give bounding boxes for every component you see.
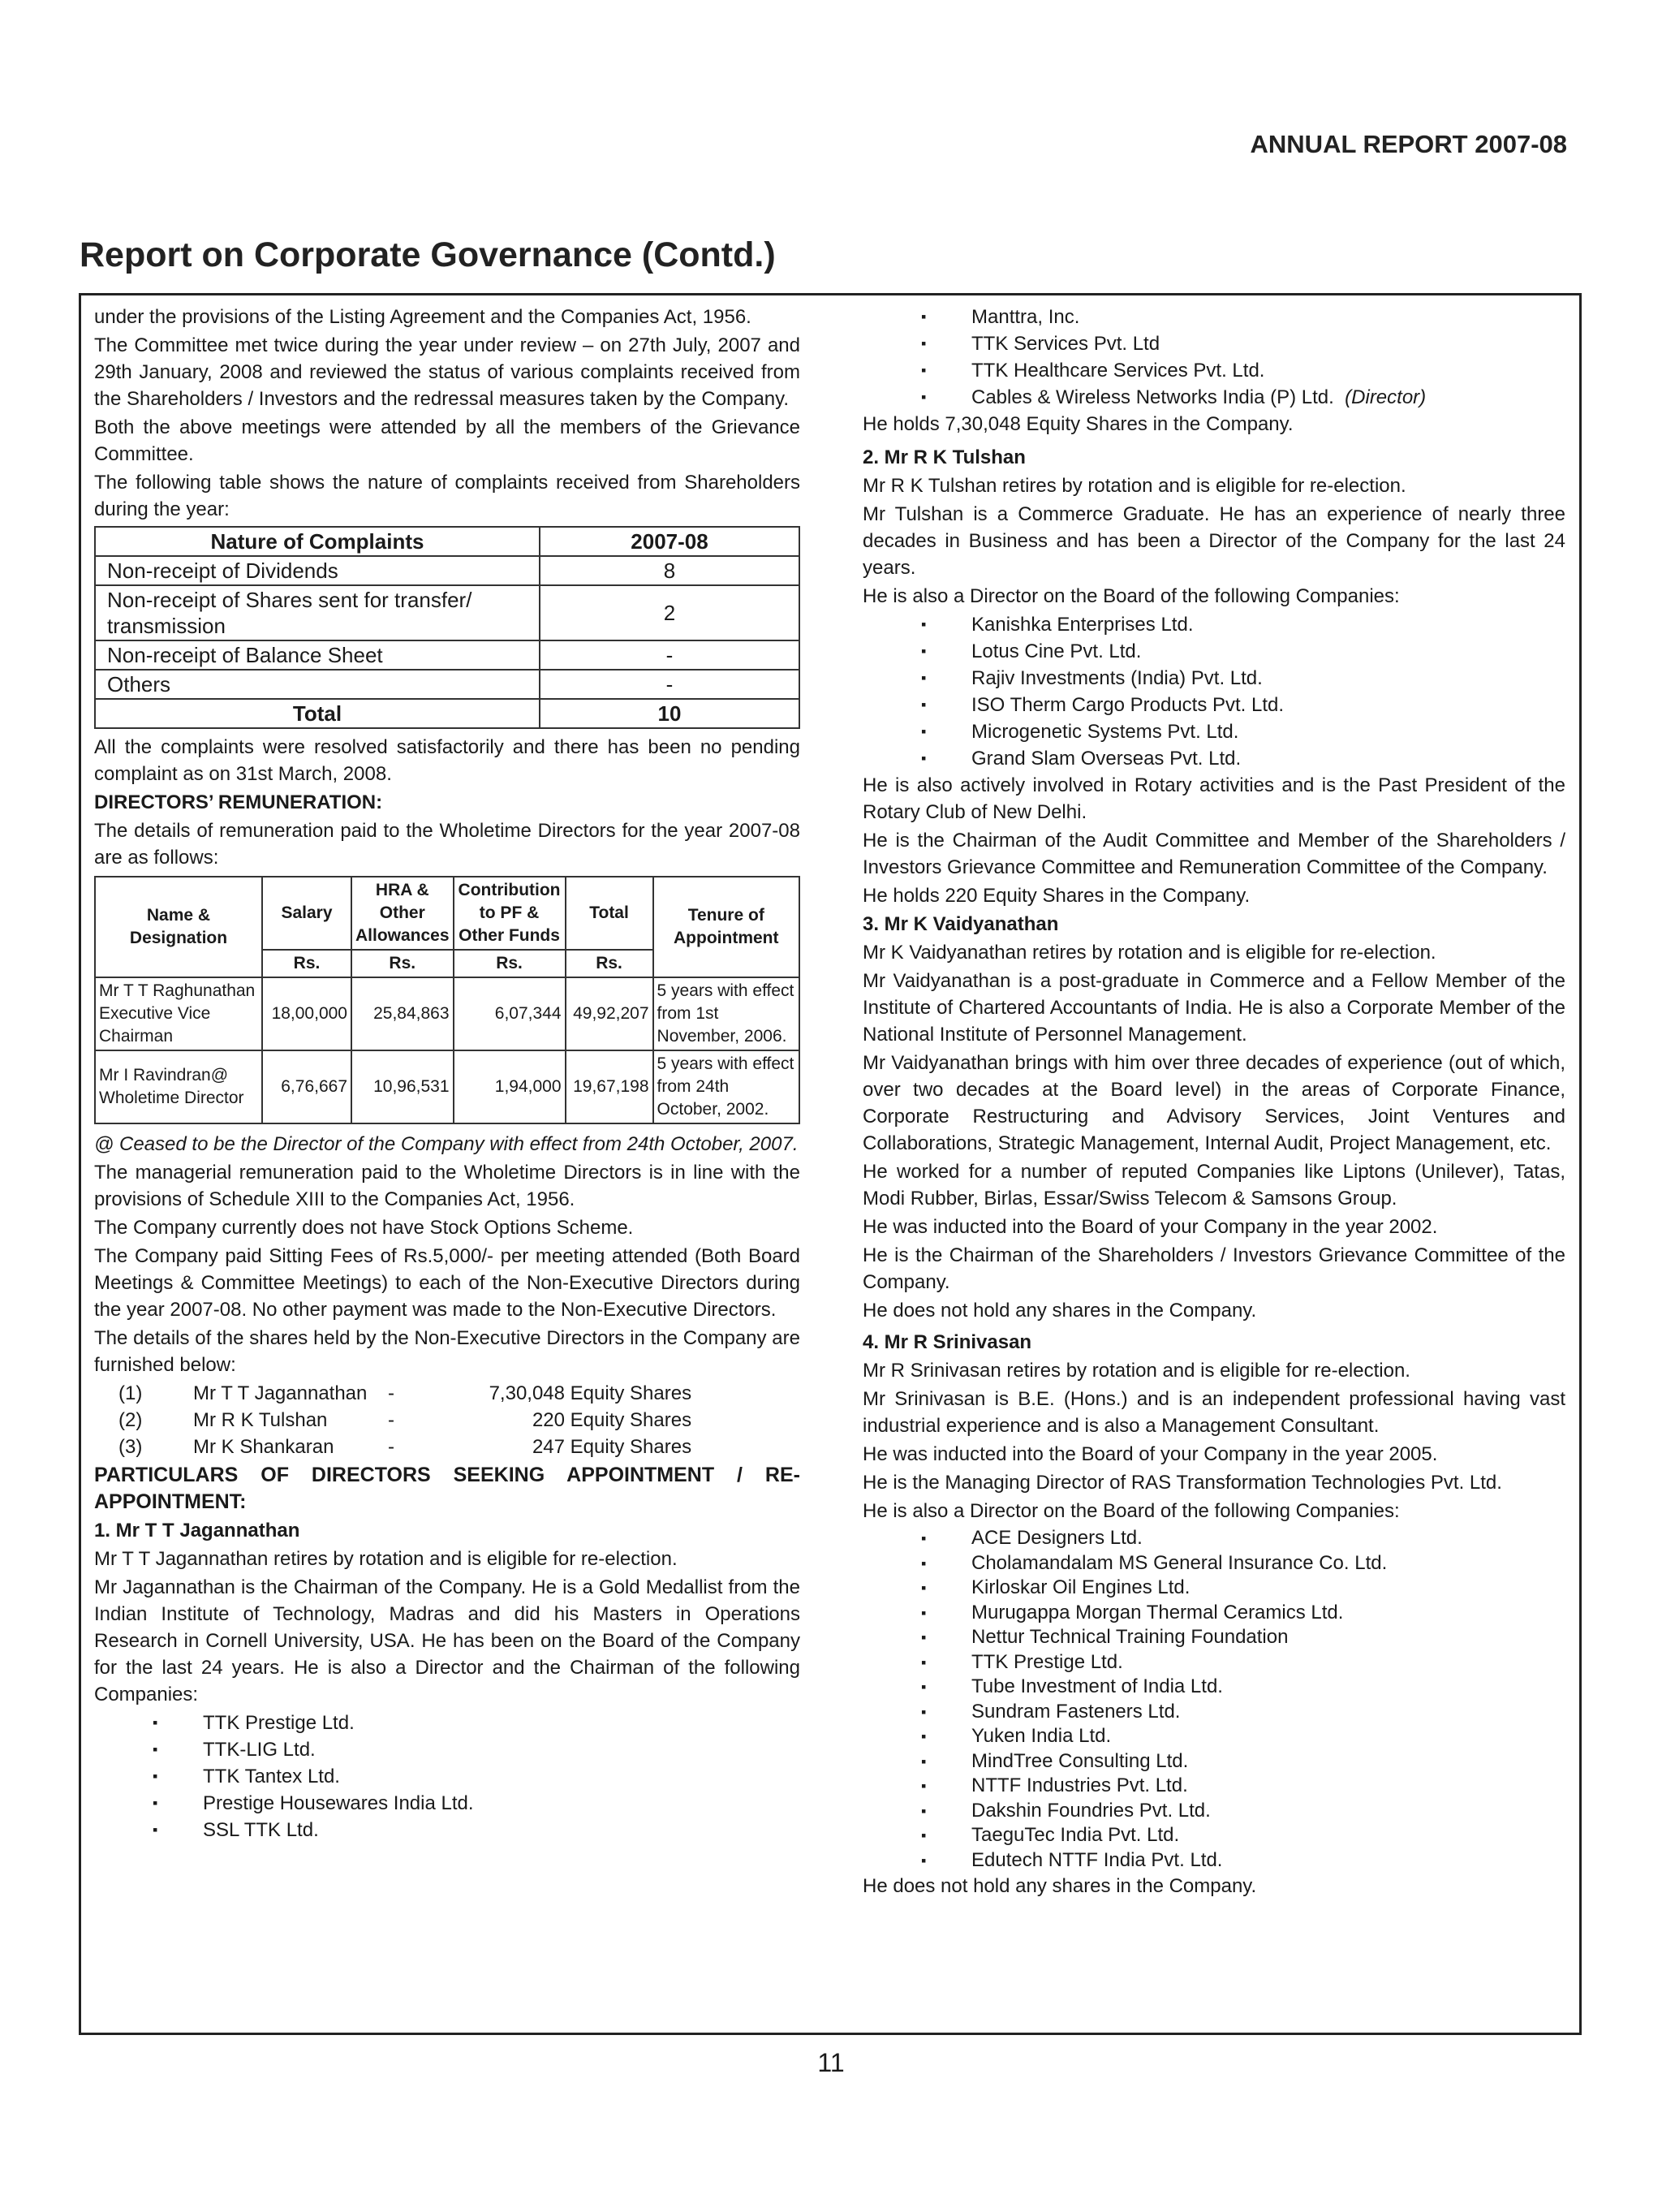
list-item: ▪ Nettur Technical Training Foundation [863,1625,1565,1650]
dash: - [388,1409,394,1431]
report-header: ANNUAL REPORT 2007-08 [1250,130,1567,158]
paragraph: The following table shows the nature of complaints received from Shareholders during the year: [94,472,800,520]
table-row [95,670,799,699]
paragraph: He is also a Director on the Board of the following Companies: [863,585,1400,607]
table-cell: 6,07,344 [454,977,566,1050]
paragraph: He is the Chairman of the Shareholders / Investors Grievance Committee of the Company. [863,1244,1565,1293]
list-item: ▪ MindTree Consulting Ltd. [863,1749,1565,1774]
share-count: 247 [532,1436,565,1458]
paragraph: He was inducted into the Board of your Company in the year 2005. [863,1443,1438,1465]
item-number: (3) [118,1436,143,1458]
table-row [95,1050,799,1123]
paragraph: The Committee met twice during the year under review – on 27th July, 2007 and 29th January, 2008 and reviewed the status of various complaints received from the Shareholders / Investors and the redressal measures taken by the Company. [94,334,800,410]
paragraph: He is the Chairman of the Audit Committee and Member of the Shareholders / Investors Grievance Committee and Remuneration Committee of the Company. [863,830,1565,878]
list-item: ▪ Microgenetic Systems Pvt. Ltd. [863,718,1565,745]
table-row [95,640,799,670]
footnote: @ Ceased to be the Director of the Company with effect from 24th October, 2007. [94,1133,799,1155]
paragraph: Mr T T Jagannathan retires by rotation and is eligible for re-election. [94,1548,678,1570]
table-cell: Mr I Ravindran@ Wholetime Director [95,1050,262,1123]
item-number: (1) [118,1382,143,1404]
table-cell: Non-receipt of Dividends [95,556,540,585]
list-item: ▪ Kanishka Enterprises Ltd. [863,611,1565,638]
table-cell: 1,94,000 [454,1050,566,1123]
table-cell: 6,76,667 [262,1050,351,1123]
table-cell: 2 [540,585,799,640]
table-row [95,556,799,585]
paragraph: Mr R Srinivasan retires by rotation and is eligible for re-election. [863,1360,1410,1382]
paragraph: He does not hold any shares in the Company. [863,1300,1257,1322]
paragraph: Both the above meetings were attended by all the members of the Grievance Committee. [94,416,800,465]
list-item: ▪ Grand Slam Overseas Pvt. Ltd. [863,745,1565,772]
list-item: ▪ ACE Designers Ltd. [863,1526,1565,1551]
list-item: ▪ Prestige Housewares India Ltd. [94,1790,800,1817]
director-name: Mr T T Jagannathan [193,1382,368,1404]
section-heading: PARTICULARS OF DIRECTORS SEEKING APPOINTMENT / RE-APPOINTMENT: [94,1464,800,1513]
table-cell: - [540,640,799,670]
right-column [863,304,1565,1901]
director-heading: 4. Mr R Srinivasan [863,1331,1032,1353]
director-heading: 2. Mr R K Tulshan [863,446,1026,468]
company-name: Cables & Wireless Networks India (P) Ltd. [971,386,1334,408]
list-item [118,1407,800,1434]
list-item [118,1434,800,1460]
table-cell: 18,00,000 [262,977,351,1050]
list-item: ▪ Tube Investment of India Ltd. [863,1675,1565,1700]
list-item: ▪ Edutech NTTF India Pvt. Ltd. [863,1848,1565,1874]
paragraph: He is the Managing Director of RAS Transformation Technologies Pvt. Ltd. [863,1472,1502,1494]
list-item: ▪ TTK Prestige Ltd. [94,1710,800,1736]
list-item [863,384,1565,411]
director-heading: 3. Mr K Vaidyanathan [863,913,1059,935]
unit-header: Rs. [262,950,351,977]
director-name: Mr R K Tulshan [193,1409,328,1431]
table-row [95,977,799,1050]
list-item: ▪ Yuken India Ltd. [863,1724,1565,1749]
total-label: Total [95,699,540,728]
list-item: ▪ ISO Therm Cargo Products Pvt. Ltd. [863,692,1565,718]
list-item: ▪ Manttra, Inc. [863,304,1565,330]
total-value: 10 [540,699,799,728]
unit-header: Rs. [351,950,454,977]
paragraph: He was inducted into the Board of your Company in the year 2002. [863,1216,1438,1238]
table-cell: 10,96,531 [351,1050,454,1123]
list-item: ▪ Rajiv Investments (India) Pvt. Ltd. [863,665,1565,692]
paragraph: He holds 220 Equity Shares in the Company. [863,885,1251,907]
table-row [95,585,799,640]
column-header: Salary [262,877,351,950]
column-header: Nature of Complaints [95,527,540,556]
list-item: ▪ TTK-LIG Ltd. [94,1736,800,1763]
paragraph: Mr Tulshan is a Commerce Graduate. He has an experience of nearly three decades in Business and has been a Director of the Company for the last 24 years. [863,503,1565,579]
table-cell: Non-receipt of Balance Sheet [95,640,540,670]
share-count: 7,30,048 [489,1382,565,1404]
paragraph: Mr Vaidyanathan brings with him over three decades of experience (out of which, over two decades at the Board level) in the areas of Corporate Finance, Corporate Restructuring and Advisory Services, Joint Ventures and Collaborations, Strategic Management, Internal Audit, Project Management, etc. [863,1052,1565,1154]
table-cell: 8 [540,556,799,585]
list-item: ▪ TTK Prestige Ltd. [863,1650,1565,1675]
paragraph: The managerial remuneration paid to the Wholetime Directors is in line with the provisions of Schedule XIII to the Companies Act, 1956. [94,1162,800,1210]
shares-list [118,1380,800,1460]
column-header: Name & Designation [95,877,262,977]
unit-header: Rs. [454,950,566,977]
company-list [863,304,1565,411]
director-name: Mr K Shankaran [193,1436,334,1458]
paragraph: Mr Srinivasan is B.E. (Hons.) and is an independent professional having vast industrial experience and is also a Management Consultant. [863,1388,1565,1437]
list-item: ▪ Murugappa Morgan Thermal Ceramics Ltd. [863,1601,1565,1626]
left-column [94,304,800,1843]
page-number: 11 [817,2048,845,2077]
table-cell: 5 years with effect from 1st November, 2006. [653,977,799,1050]
paragraph: He holds 7,30,048 Equity Shares in the Company. [863,413,1294,435]
table-cell: 49,92,207 [566,977,653,1050]
dash: - [388,1382,394,1404]
paragraph: The details of the shares held by the Non-Executive Directors in the Company are furnished below: [94,1327,800,1376]
list-item: ▪ Lotus Cine Pvt. Ltd. [863,638,1565,665]
remuneration-table [94,876,800,1124]
column-header: Tenure of Appointment [653,877,799,977]
list-item: ▪ Cholamandalam MS General Insurance Co. Ltd. [863,1551,1565,1576]
column-header: 2007-08 [540,527,799,556]
table-cell: 5 years with effect from 24th October, 2002. [653,1050,799,1123]
list-item: ▪ SSL TTK Ltd. [94,1817,800,1843]
list-item: ▪ Sundram Fasteners Ltd. [863,1700,1565,1725]
table-cell: 25,84,863 [351,977,454,1050]
paragraph: The Company paid Sitting Fees of Rs.5,000/- per meeting attended (Both Board Meetings & Committee Meetings) to each of the Non-Executive Directors during the year 2007-08. No other payment was made to the Non-Executive Directors. [94,1245,800,1321]
paragraph: He does not hold any shares in the Company. [863,1875,1257,1897]
table-cell: Mr T T Raghunathan Executive Vice Chairman [95,977,262,1050]
table-cell: Others [95,670,540,699]
table-cell: 19,67,198 [566,1050,653,1123]
paragraph: The details of remuneration paid to the Wholetime Directors for the year 2007-08 are as follows: [94,820,800,869]
paragraph: All the complaints were resolved satisfactorily and there has been no pending complaint as on 31st March, 2008. [94,736,800,785]
unit-header: Rs. [566,950,653,977]
share-unit: Equity Shares [570,1409,692,1431]
company-list [863,611,1565,772]
paragraph: He is also actively involved in Rotary activities and is the Past President of the Rotary Club of New Delhi. [863,774,1565,823]
share-unit: Equity Shares [570,1382,692,1404]
section-heading: DIRECTORS’ REMUNERATION: [94,791,383,813]
table-total-row [95,699,799,728]
table-cell: Non-receipt of Shares sent for transfer/ transmission [95,585,540,640]
column-header: HRA & Other Allowances [351,877,454,950]
column-header: Total [566,877,653,950]
share-unit: Equity Shares [570,1436,692,1458]
company-list [863,1526,1565,1873]
list-item: ▪ TTK Healthcare Services Pvt. Ltd. [863,357,1565,384]
dash: - [388,1436,394,1458]
paragraph: He is also a Director on the Board of the following Companies: [863,1500,1400,1522]
role-note: (Director) [1345,386,1427,408]
paragraph: The Company currently does not have Stock Options Scheme. [94,1217,634,1239]
list-item: ▪ NTTF Industries Pvt. Ltd. [863,1774,1565,1799]
table-cell: - [540,670,799,699]
content-frame [79,293,1582,2035]
list-item: ▪ TaeguTec India Pvt. Ltd. [863,1823,1565,1848]
list-item: ▪ Kirloskar Oil Engines Ltd. [863,1576,1565,1601]
paragraph: Mr R K Tulshan retires by rotation and is eligible for re-election. [863,475,1406,497]
share-count: 220 [532,1409,565,1431]
company-list [94,1710,800,1843]
item-number: (2) [118,1409,143,1431]
director-heading: 1. Mr T T Jagannathan [94,1520,300,1542]
list-item: ▪ Dakshin Foundries Pvt. Ltd. [863,1799,1565,1824]
list-item: ▪ TTK Services Pvt. Ltd [863,330,1565,357]
list-item: ▪ TTK Tantex Ltd. [94,1763,800,1790]
paragraph: Mr K Vaidyanathan retires by rotation and is eligible for re-election. [863,942,1436,964]
paragraph: under the provisions of the Listing Agreement and the Companies Act, 1956. [94,306,751,328]
page-title: Report on Corporate Governance (Contd.) [80,235,776,274]
list-item [118,1380,800,1407]
column-header: Contribution to PF & Other Funds [454,877,566,950]
complaints-table [94,526,800,729]
paragraph: Mr Jagannathan is the Chairman of the Company. He is a Gold Medallist from the Indian Institute of Technology, Madras and did his Masters in Operations Research in Cornell University, USA. He has been on the Board of the Company for the last 24 years. He is also a Director and the Chairman of the following Companies: [94,1576,800,1705]
paragraph: He worked for a number of reputed Companies like Liptons (Unilever), Tatas, Modi Rubber, Birlas, Essar/Swiss Telecom & Samsons Group. [863,1161,1565,1209]
paragraph: Mr Vaidyanathan is a post-graduate in Commerce and a Fellow Member of the Institute of Chartered Accountants of India. He is also a Corporate Member of the National Institute of Personnel Management. [863,970,1565,1046]
